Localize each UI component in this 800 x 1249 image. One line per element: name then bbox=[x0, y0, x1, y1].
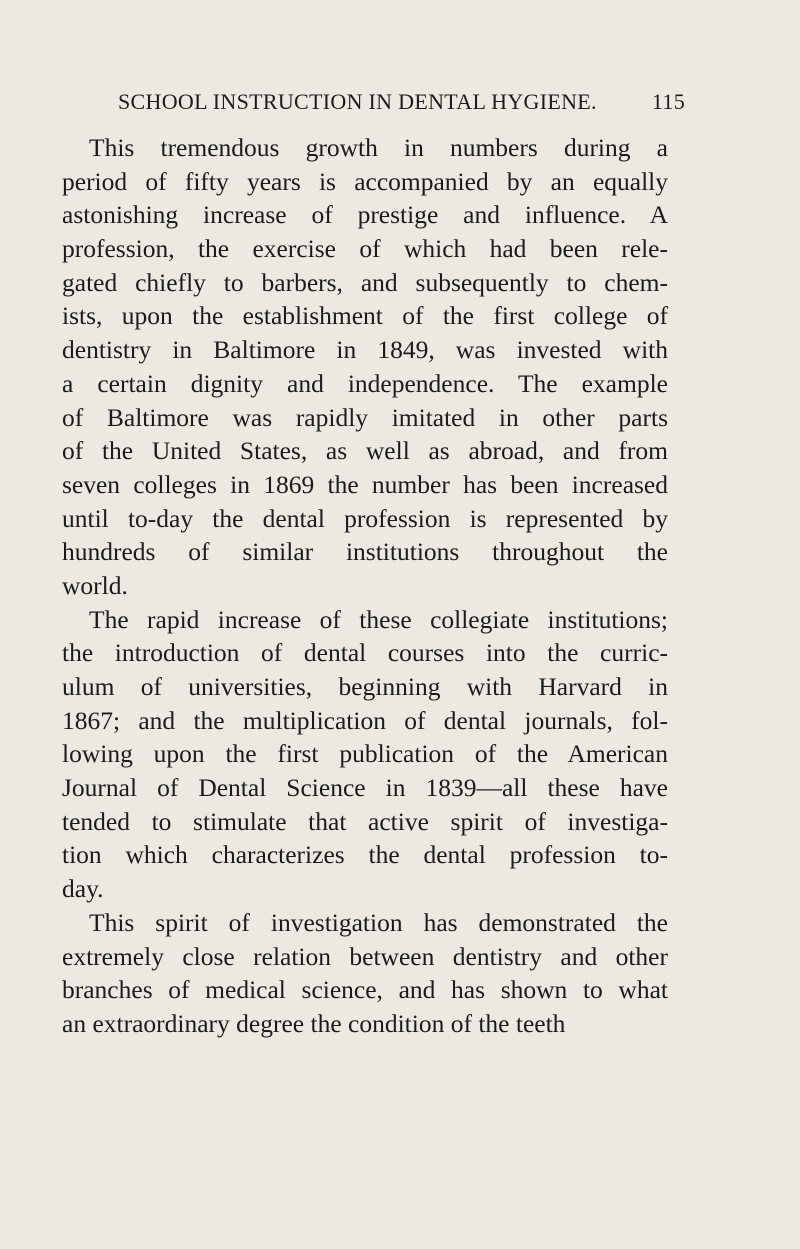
text-line: an extraordinary degree the condition of the teeth bbox=[62, 1008, 566, 1038]
text-line: period of fifty years is accompanied by an equally bbox=[62, 166, 668, 196]
text-line: of the United States, as well as abroad, and from bbox=[62, 436, 668, 466]
text-line: ists, upon the establishment of the first college of bbox=[62, 301, 668, 331]
running-title: SCHOOL INSTRUCTION IN DENTAL HYGIENE. bbox=[118, 89, 597, 114]
text-line: The rapid increase of these collegiate institutions; bbox=[89, 604, 668, 634]
paragraph bbox=[62, 906, 668, 1041]
text-line: dentistry in Baltimore in 1849, was invested with bbox=[62, 335, 668, 365]
text-line: tended to stimulate that active spirit of investiga- bbox=[62, 806, 668, 836]
text-line: 1867; and the multiplication of dental journals, fol- bbox=[62, 705, 668, 735]
text-line: hundreds of similar institutions throughout the bbox=[62, 537, 668, 567]
page-number: 115 bbox=[651, 89, 685, 114]
text-line: This spirit of investigation has demonstrated the bbox=[89, 907, 668, 937]
text-line: world. bbox=[62, 570, 128, 600]
paragraph bbox=[62, 131, 668, 603]
text-line: ulum of universities, beginning with Harvard in bbox=[62, 672, 668, 701]
body-text bbox=[62, 131, 668, 1041]
text-line: the introduction of dental courses into the curric- bbox=[62, 638, 668, 668]
text-line: seven colleges in 1869 the number has been increased bbox=[62, 469, 668, 499]
text-line: tion which characterizes the dental profession to- bbox=[62, 840, 668, 870]
text-line: extremely close relation between dentistry and other bbox=[62, 941, 668, 971]
text-line: Journal of Dental Science in 1839—all these have bbox=[62, 773, 668, 803]
text-line: This tremendous growth in numbers during a bbox=[89, 133, 668, 162]
text-line: day. bbox=[62, 874, 104, 904]
text-line: astonishing increase of prestige and influence. A bbox=[62, 200, 668, 230]
text-line: until to-day the dental profession is represented by bbox=[62, 503, 668, 533]
text-line: a certain dignity and independence. The example bbox=[62, 368, 668, 398]
text-line: gated chiefly to barbers, and subsequently to chem- bbox=[62, 267, 668, 297]
text-line: lowing upon the first publication of the American bbox=[62, 739, 668, 769]
text-line: profession, the exercise of which had been rele- bbox=[62, 234, 668, 264]
running-head bbox=[118, 85, 685, 119]
paragraph bbox=[62, 603, 668, 906]
text-line: branches of medical science, and has shown to what bbox=[62, 975, 668, 1005]
text-line: of Baltimore was rapidly imitated in other parts bbox=[62, 402, 668, 432]
